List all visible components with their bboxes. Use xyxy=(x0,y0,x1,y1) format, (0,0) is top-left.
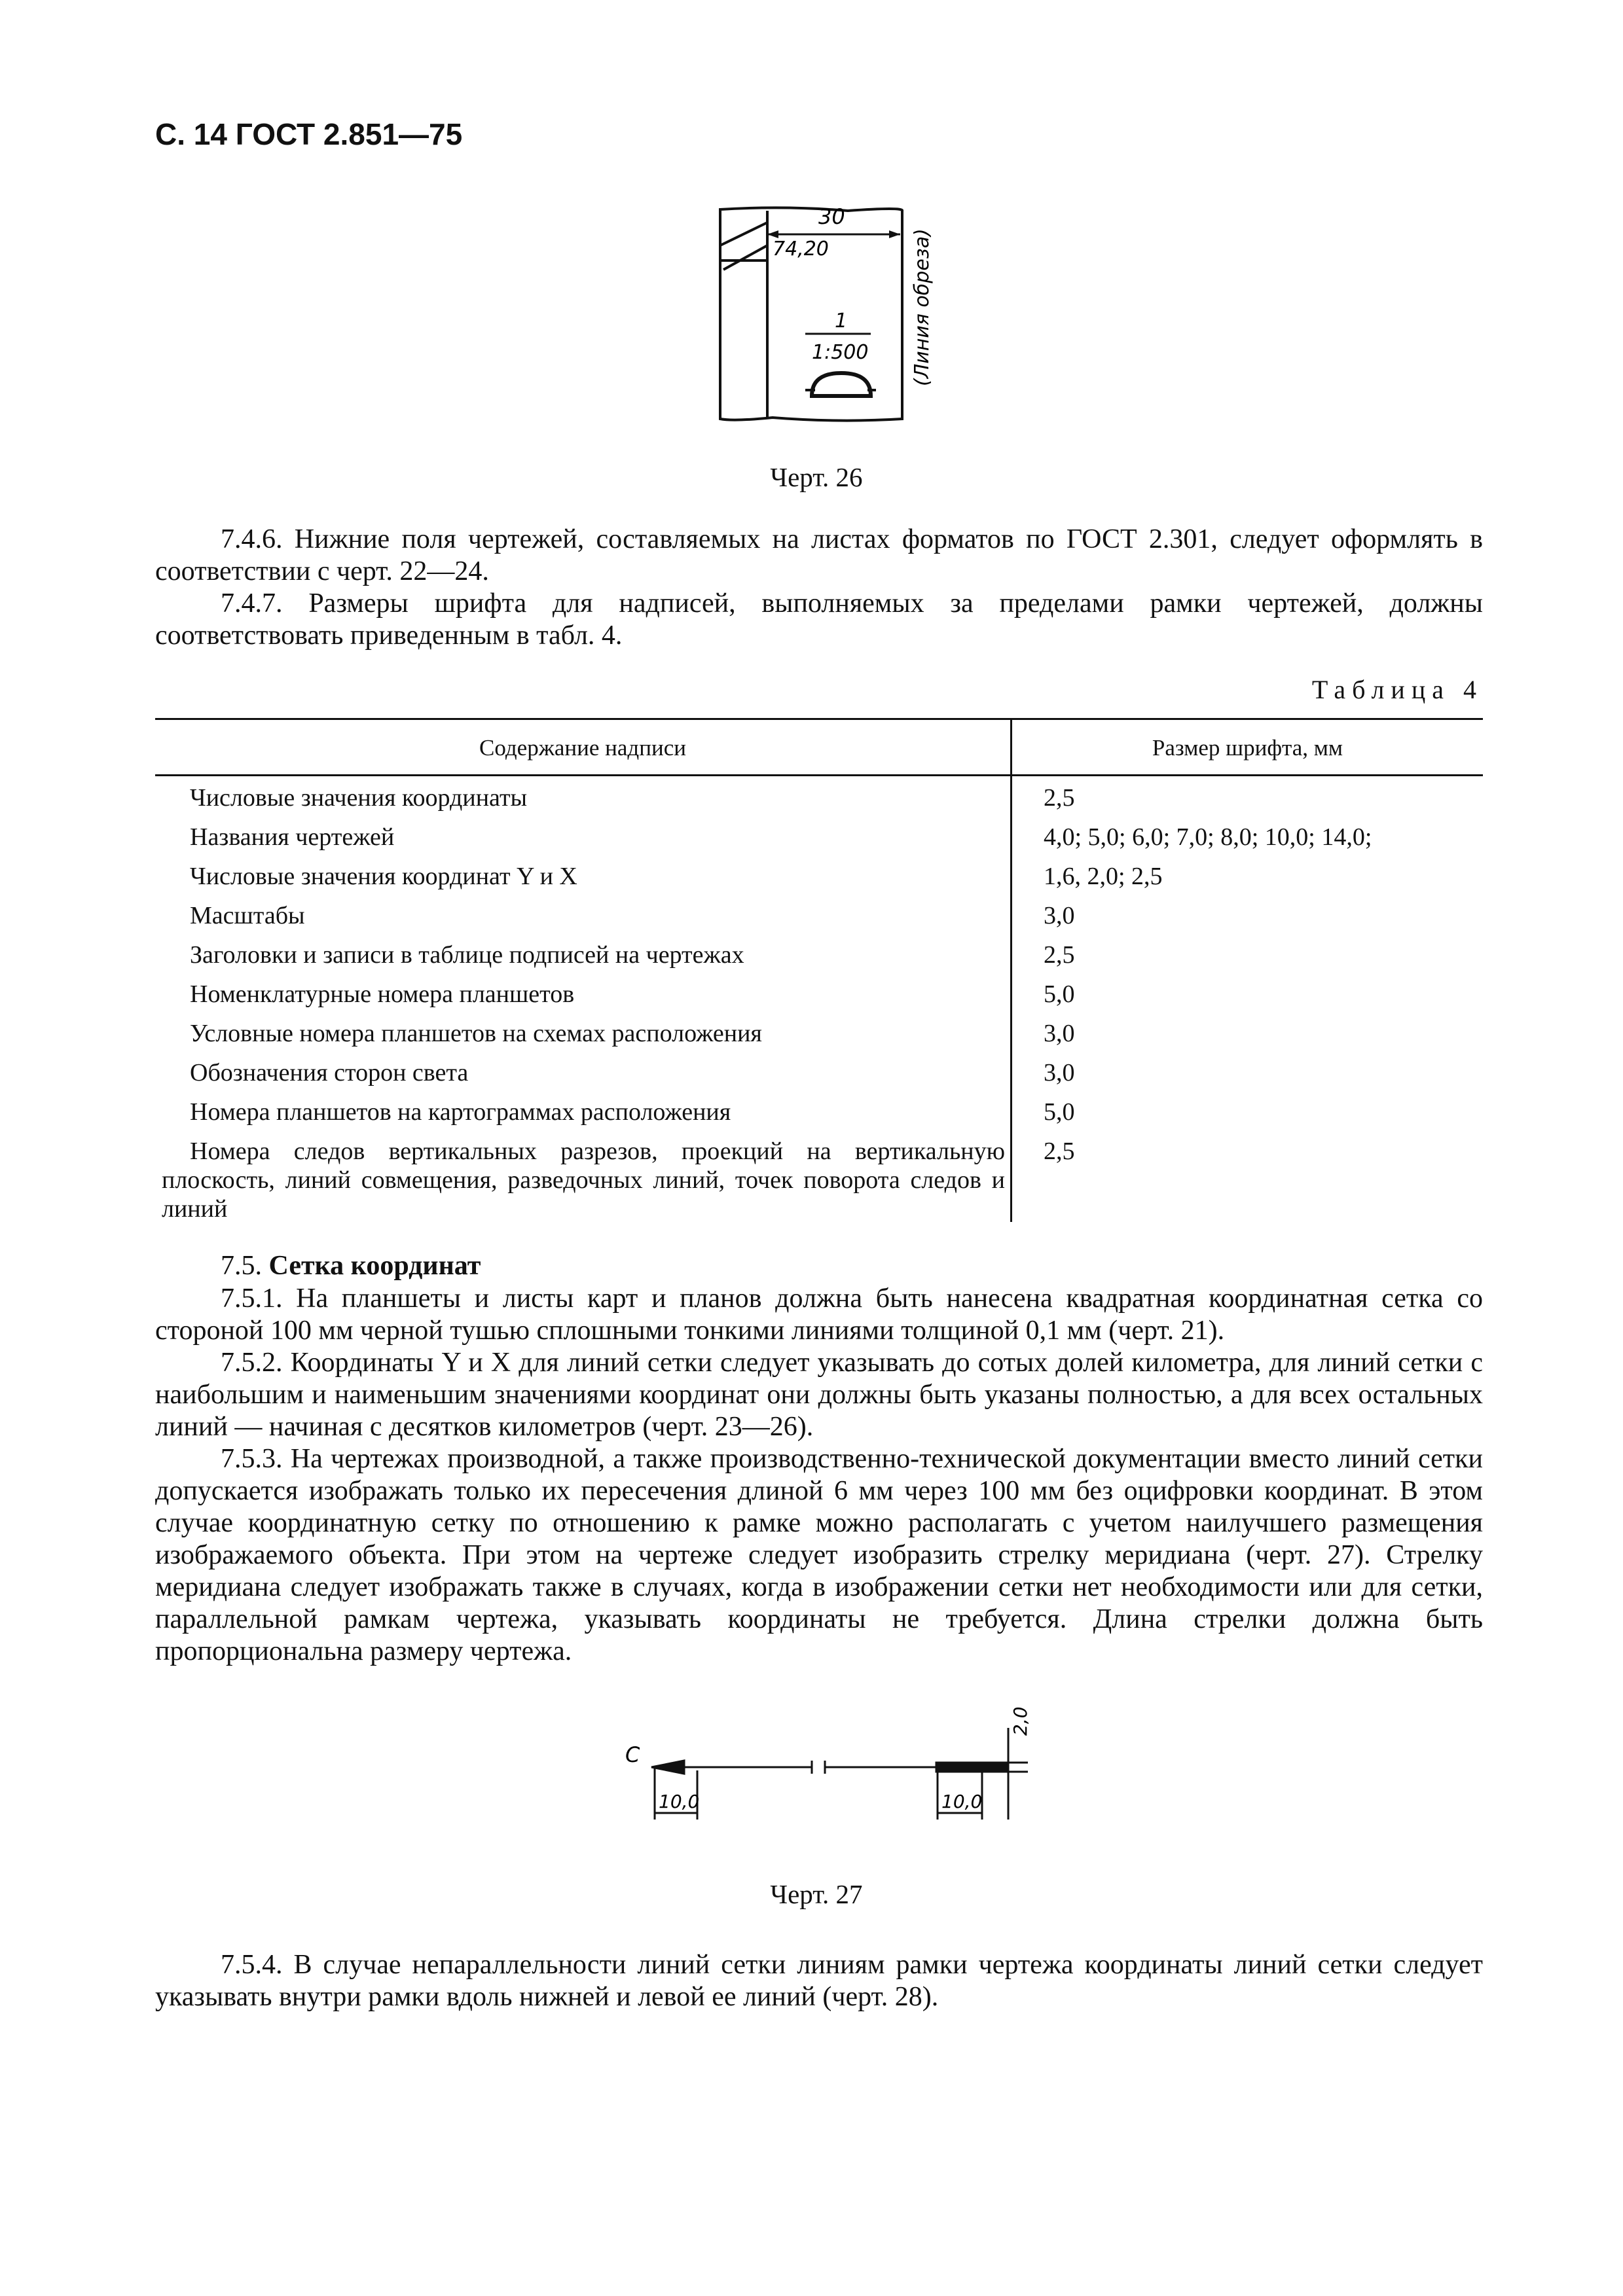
table-column-divider xyxy=(1010,718,1012,1222)
table-title: Таблица 4 xyxy=(1311,675,1483,704)
table-row-7-size: 3,0 xyxy=(1044,1020,1075,1047)
paragraph-7-4-7: 7.4.7. Размеры шрифта для надписей, выполняемых за пределами рамки чертежей, должны соответствовать приведенным в табл. 4. xyxy=(155,588,1483,651)
section-heading: 7.5. Сетка координат xyxy=(221,1251,481,1281)
fig27-dim-v: 2,0 xyxy=(1010,1706,1031,1736)
table-header-rule xyxy=(155,774,1483,776)
table-row-3-size: 1,6, 2,0; 2,5 xyxy=(1044,863,1163,890)
table-row-5-size: 2,5 xyxy=(1044,941,1075,969)
fig27-caption: Черт. 27 xyxy=(770,1879,863,1909)
figure-26 xyxy=(707,196,943,425)
fig26-num: 1 xyxy=(835,310,848,332)
paragraph-7-5-4: 7.5.4. В случае непараллельности линий сетки линиям рамки чертежа координаты линий сетки следует указывать внутри рамки вдоль нижней и левой ее линий (черт. 28). xyxy=(155,1950,1483,2012)
table-row-8-content: Обозначения сторон света xyxy=(190,1059,469,1086)
table-row-6-content: Номенклатурные номера планшетов xyxy=(190,980,575,1008)
table-row-8-size: 3,0 xyxy=(1044,1059,1075,1086)
fig26-orientation-mark xyxy=(812,373,871,396)
table-header-size: Размер шрифта, мм xyxy=(1152,735,1343,761)
fig27-dim-right: 10,0 xyxy=(941,1791,983,1812)
fig26-caption: Черт. 26 xyxy=(770,462,863,492)
fig27-dim-left: 10,0 xyxy=(659,1791,700,1812)
table-row-6-size: 5,0 xyxy=(1044,980,1075,1008)
table-row-10-size: 2,5 xyxy=(1044,1138,1075,1165)
paragraph-7-5-2: 7.5.2. Координаты Y и X для линий сетки следует указывать до сотых долей километра, для линий сетки с наибольшим и наименьшим значениями координат они должны быть указаны полностью, а для всех остальных линий — начиная с десятков километров (черт. 23—26). xyxy=(155,1348,1483,1442)
table-row-4-size: 3,0 xyxy=(1044,902,1075,929)
table-row-7-content: Условные номера планшетов на схемах расположения xyxy=(190,1020,762,1047)
table-row-4-content: Масштабы xyxy=(190,902,305,929)
fig27-arrow-tail xyxy=(936,1763,1008,1772)
page-header: С. 14 ГОСТ 2.851—75 xyxy=(155,117,463,151)
table-row-9-size: 5,0 xyxy=(1044,1098,1075,1126)
paragraph-7-5-1: 7.5.1. На планшеты и листы карт и планов должна быть нанесена квадратная координатная сетка со стороной 100 мм черной тушью сплошными тонкими линиями толщиной 0,1 мм (черт. 21). xyxy=(155,1283,1483,1346)
fig26-dim-top: 30 xyxy=(818,204,845,229)
fig26-coord: 74,20 xyxy=(773,238,829,260)
table-row-1-content: Числовые значения координаты xyxy=(190,784,528,812)
table-row-3-content: Числовые значения координат Y и X xyxy=(190,863,577,890)
table-row-5-content: Заголовки и записи в таблице подписей на чертежах xyxy=(190,941,744,969)
table-row-9-content: Номера планшетов на картограммах расположения xyxy=(190,1098,731,1126)
fig27-letter: С xyxy=(625,1742,640,1767)
table-row-2-size: 4,0; 5,0; 6,0; 7,0; 8,0; 10,0; 14,0; xyxy=(1044,823,1372,851)
fig27-arrow-head xyxy=(651,1761,684,1774)
table-row-10-content: Номера следов вертикальных разрезов, проекций на вертикальную плоскость, линий совмещения, разведочных линий, точек поворота следов и линий xyxy=(162,1138,1005,1223)
table-row-2-content: Названия чертежей xyxy=(190,823,395,851)
fig26-side-label: (Линия обреза) xyxy=(911,228,934,386)
figure-27 xyxy=(615,1689,1034,1839)
paragraph-7-4-6: 7.4.6. Нижние поля чертежей, составляемых на листах форматов по ГОСТ 2.301, следует оформлять в соответствии с черт. 22—24. xyxy=(155,524,1483,586)
fig26-scale: 1:500 xyxy=(812,341,869,364)
table-header-content: Содержание надписи xyxy=(479,735,686,761)
paragraph-7-5-3: 7.5.3. На чертежах производной, а также производственно-технической документации вместо линий сетки допускается изображать только их пересечения длиной 6 мм через 100 мм без оцифровки координат. В этом случае координатную сетку по отношению к рамке можно располагать с учетом наилучшего размещения изображаемого объекта. При этом на чертеже следует изобразить стрелку меридиана (черт. 27). Стрелку меридиана следует изображать также в случаях, когда в изображении сетки нет необходимости или для сетки, параллельной рамкам чертежа, указывать координаты не требуется. Длина стрелки должна быть пропорциональна размеру чертежа. xyxy=(155,1444,1483,1666)
table-row-1-size: 2,5 xyxy=(1044,784,1075,812)
table-top-rule xyxy=(155,718,1483,720)
